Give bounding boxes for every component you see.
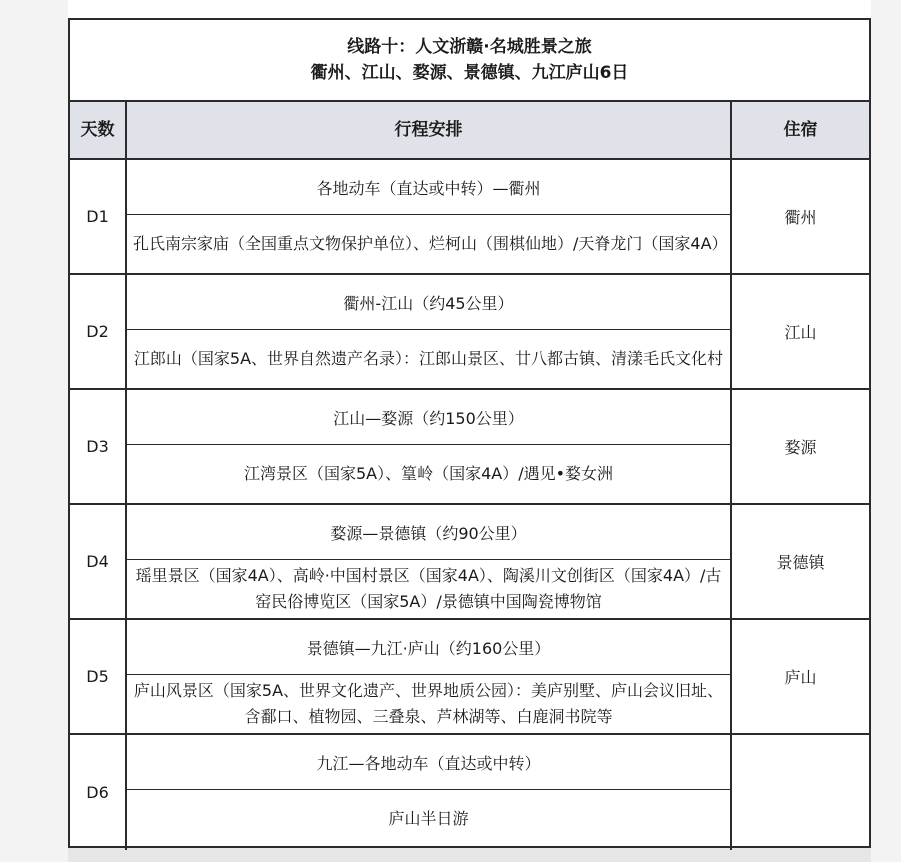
plan-cell [127, 735, 732, 850]
table-row-d3 [70, 390, 869, 505]
table-row-d6 [70, 735, 869, 850]
plan-cell [127, 275, 732, 388]
day-label: D4 [70, 505, 127, 618]
sights-text: 江湾景区（国家5A）、篁岭（国家4A）/遇见•婺女洲 [243, 464, 614, 483]
header-stay: 住宿 [783, 120, 818, 140]
route-title: 线路十：人文浙赣·名城胜景之旅 [347, 37, 592, 57]
left-margin [0, 0, 68, 862]
header-plan: 行程安排 [127, 102, 732, 158]
plan-cell [127, 505, 732, 618]
stay-city: 婺源 [784, 438, 817, 457]
stay-city: 江山 [784, 323, 817, 342]
day-label: D2 [70, 275, 127, 388]
right-margin [871, 0, 901, 862]
bottom-margin [68, 848, 871, 862]
stay-city: 衢州 [784, 208, 817, 227]
table-title [70, 20, 869, 102]
table-row-d5 [70, 620, 869, 735]
sights-text: 孔氏南宗家庙（全国重点文物保护单位）、烂柯山（围棋仙地）/天脊龙门（国家4A） [133, 234, 728, 253]
day-label: D1 [70, 160, 127, 273]
route-text: 景德镇—九江·庐山（约160公里） [127, 620, 730, 675]
route-text: 江山—婺源（约150公里） [127, 390, 730, 445]
route-text: 九江—各地动车（直达或中转） [127, 735, 730, 790]
sights-text: 庐山风景区（国家5A、世界文化遗产、世界地质公园）：美庐别墅、庐山会议旧址、含鄱口、植物园、三叠泉、芦林湖等、白鹿洞书院等 [133, 681, 724, 726]
stay-city: 景德镇 [776, 553, 825, 572]
stay-city: 庐山 [784, 668, 817, 687]
day-label: D6 [70, 735, 127, 850]
sights-text: 庐山半日游 [388, 809, 469, 828]
table-header [70, 102, 869, 160]
header-day: 天数 [70, 102, 127, 158]
table-row-d2 [70, 275, 869, 390]
day-label: D5 [70, 620, 127, 733]
route-subtitle: 衢州、江山、婺源、景德镇、九江庐山6日 [310, 63, 629, 83]
plan-cell [127, 160, 732, 273]
sights-text: 江郎山（国家5A、世界自然遗产名录）：江郎山景区、廿八都古镇、清漾毛氏文化村 [133, 349, 724, 368]
stay-city [732, 735, 869, 850]
table-row-d1 [70, 160, 869, 275]
plan-cell [127, 390, 732, 503]
table-row-d4 [70, 505, 869, 620]
route-text: 各地动车（直达或中转）—衢州 [127, 160, 730, 215]
route-text: 衢州-江山（约45公里） [127, 275, 730, 330]
sights-text: 瑶里景区（国家4A）、高岭·中国村景区（国家4A）、陶溪川文创街区（国家4A）/古窑民俗博览区（国家5A）/景德镇中国陶瓷博物馆 [135, 566, 722, 611]
day-label: D3 [70, 390, 127, 503]
route-text: 婺源—景德镇（约90公里） [127, 505, 730, 560]
plan-cell [127, 620, 732, 733]
itinerary-table [68, 18, 871, 848]
